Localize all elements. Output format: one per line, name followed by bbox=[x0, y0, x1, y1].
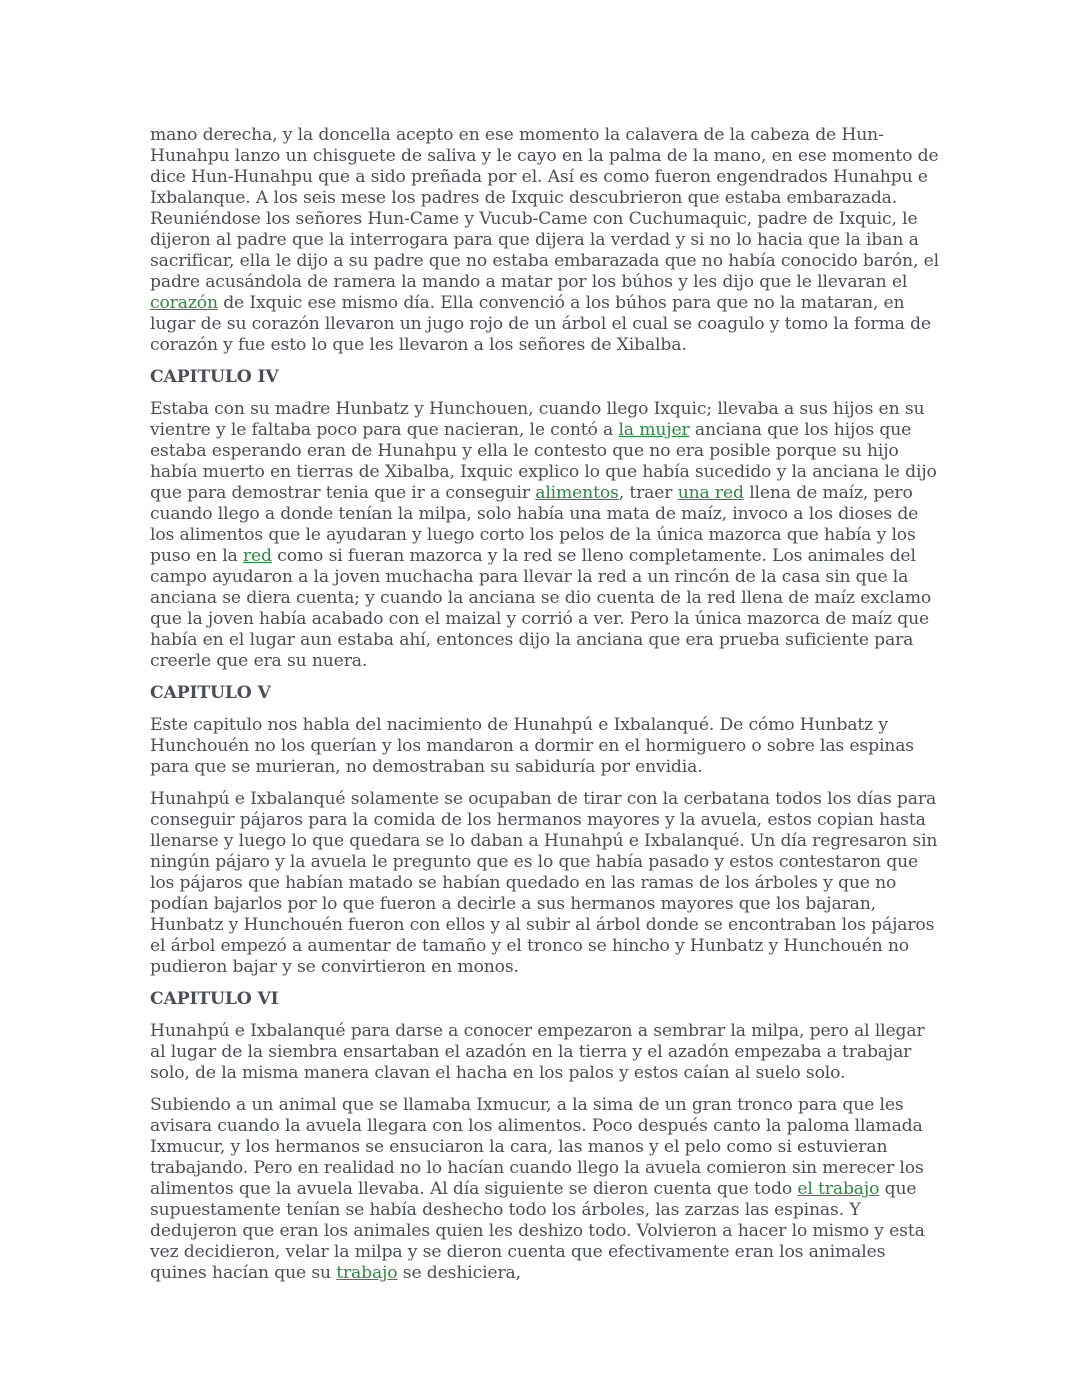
link-el-trabajo[interactable]: el trabajo bbox=[797, 1179, 880, 1199]
chapter-heading-iv: CAPITULO IV bbox=[150, 367, 279, 387]
paragraph-capitulo-vi-1 bbox=[150, 1021, 940, 1084]
text-segment: Estaba con su madre Hunbatz y Hunchouen, cuando llego Ixquic; llevaba a sus hijos en su vientre y le faltaba poco para que nacieran, le contó a bbox=[150, 399, 925, 440]
chapter-heading-v: CAPITULO V bbox=[150, 683, 271, 703]
link-trabajo[interactable]: trabajo bbox=[336, 1263, 398, 1283]
link-la-mujer[interactable]: la mujer bbox=[618, 420, 690, 440]
paragraph-capitulo-v-1 bbox=[150, 715, 940, 778]
text-segment: Subiendo a un animal que se llamaba Ixmucur, a la sima de un gran tronco para que les avisara cuando la avuela llegara con los alimentos. Poco después canto la paloma llamada Ixmucur, y los hermanos se ensuciaron la cara, las manos y el pelo como si estuvieran trabajando. Pero en realidad no lo hacían cuando llego la avuela comieron sin merecer los alimentos que la avuela llevaba. Al día siguiente se dieron cuenta que todo bbox=[150, 1095, 924, 1199]
text-segment: mano derecha, y la doncella acepto en ese momento la calavera de la cabeza de Hun-Hunahpu lanzo un chisguete de saliva y le cayo en la palma de la mano, en ese momento de dice Hun-Hunahpu que a sido preñada por el. Así es como fueron engendrados Hunahpu e Ixbalanque. A los seis mese los padres de Ixquic descubrieron que estaba embarazada. Reuniéndose los señores Hun-Came y Vucub-Came con Cuchumaquic, padre de Ixquic, le dijeron al padre que la interrogara para que dijera la verdad y si no lo hacia que la iban a sacrificar, ella le dijo a su padre que no estaba embarazada que no había conocido barón, el padre acusándola de ramera la mando a matar por los búhos y les dijo que le llevaran el bbox=[150, 125, 939, 292]
paragraph-capitulo-iv bbox=[150, 399, 940, 672]
text-segment: de Ixquic ese mismo día. Ella convenció a los búhos para que no la mataran, en lugar de su corazón llevaron un jugo rojo de un árbol el cual se coagulo y tomo la forma de corazón y fue esto lo que les llevaron a los señores de Xibalba. bbox=[150, 293, 931, 355]
text-segment: como si fueran mazorca y la red se lleno completamente. Los animales del campo ayudaron a la joven muchacha para llevar la red a un rincón de la casa sin que la anciana se diera cuenta; y cuando la anciana se dio cuenta de la red llena de maíz exclamo que la joven había acabado con el maizal y corrió a ver. Pero la única mazorca de maíz que había en el lugar aun estaba ahí, entonces dijo la anciana que era prueba suficiente para creerle que era su nuera. bbox=[150, 546, 932, 671]
text-segment: anciana que los hijos que estaba esperando eran de Hunahpu y ella le contesto que no era posible porque su hijo había muerto en tierras de Xibalba, Ixquic explico lo que había sucedido y la anciana le dijo que para demostrar tenia que ir a conseguir bbox=[150, 420, 937, 503]
link-una-red[interactable]: una red bbox=[677, 483, 744, 503]
text-segment: llena de maíz, pero cuando llego a donde tenían la milpa, solo había una mata de maíz, invoco a los dioses de los alimentos que le ayudaran y luego corto los pelos de la única mazorca que había y los puso en la bbox=[150, 483, 919, 566]
paragraph-capitulo-iii-end bbox=[150, 125, 940, 356]
paragraph-capitulo-vi-2 bbox=[150, 1095, 940, 1284]
chapter-heading-vi: CAPITULO VI bbox=[150, 989, 279, 1009]
link-alimentos[interactable]: alimentos bbox=[535, 483, 619, 503]
document-page bbox=[150, 125, 940, 1295]
link-red[interactable]: red bbox=[242, 546, 272, 566]
text-segment: Hunahpú e Ixbalanqué solamente se ocupaban de tirar con la cerbatana todos los días para conseguir pájaros para la comida de los hermanos mayores y la avuela, estos copian hasta llenarse y luego lo que quedara se lo daban a Hunahpú e Ixbalanqué. Un día regresaron sin ningún pájaro y la avuela le pregunto que es lo que había pasado y estos contestaron que los pájaros que habían matado se habían quedado en las ramas de los árboles y que no podían bajarlos por lo que fueron a decirle a sus hermanos mayores que los bajaran, Hunbatz y Hunchouén fueron con ellos y al subir al árbol donde se encontraban los pájaros el árbol empezó a aumentar de tamaño y el tronco se hincho y Hunbatz y Hunchouén no pudieron bajar y se convirtieron en monos. bbox=[150, 789, 938, 977]
link-corazon[interactable]: corazón bbox=[150, 293, 218, 313]
text-segment: Este capitulo nos habla del nacimiento de Hunahpú e Ixbalanqué. De cómo Hunbatz y Hunchouén no los querían y los mandaron a dormir en el hormiguero o sobre las espinas para que se murieran, no demostraban su sabiduría por envidia. bbox=[150, 715, 914, 777]
paragraph-capitulo-v-2 bbox=[150, 789, 940, 978]
text-segment: , traer bbox=[618, 483, 678, 503]
text-segment: Hunahpú e Ixbalanqué para darse a conocer empezaron a sembrar la milpa, pero al llegar al lugar de la siembra ensartaban el azadón en la tierra y el azadón empezaba a trabajar solo, de la misma manera clavan el hacha en los palos y estos caían al suelo solo. bbox=[150, 1021, 925, 1083]
text-segment: se deshiciera, bbox=[397, 1263, 521, 1283]
text-segment: que supuestamente tenían se había deshecho todo los árboles, las zarzas las espinas. Y dedujeron que eran los animales quien les deshizo todo. Volvieron a hacer lo mismo y esta vez decidieron, velar la milpa y se dieron cuenta que efectivamente eran los animales quines hacían que su bbox=[150, 1179, 925, 1283]
